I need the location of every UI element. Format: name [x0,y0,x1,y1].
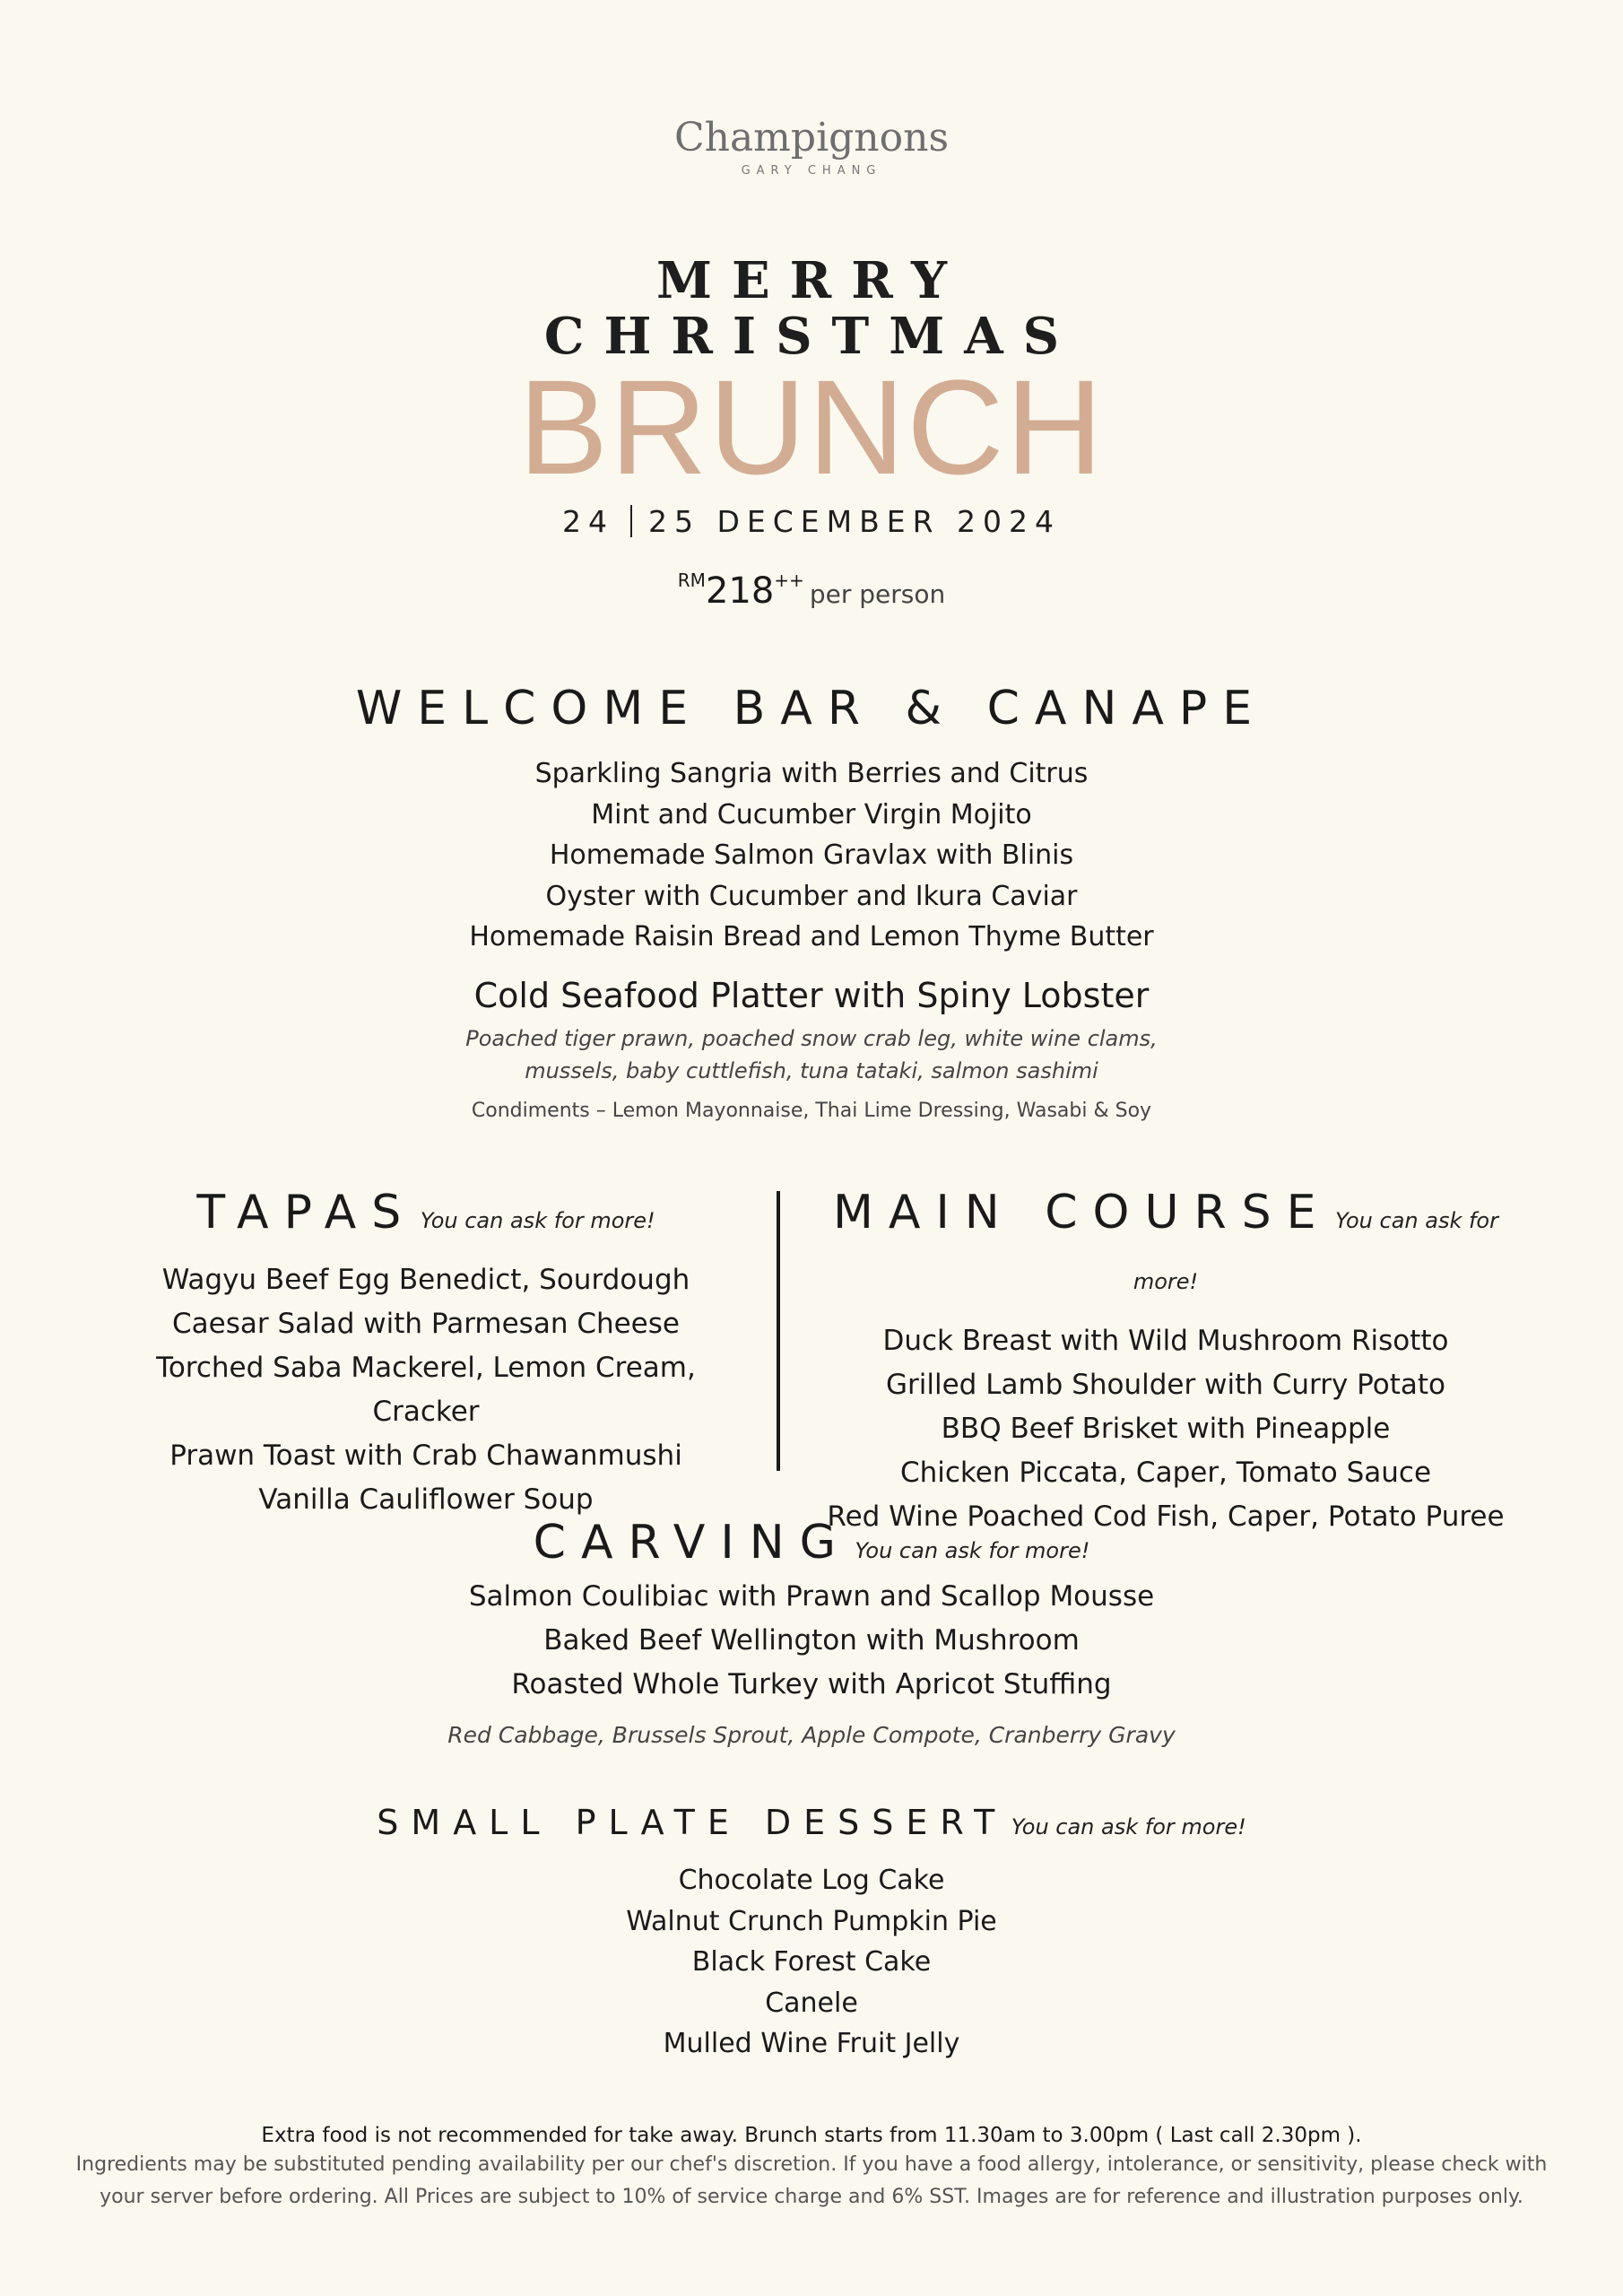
logo-subtitle: GARY CHANG [741,164,882,178]
welcome-list [0,753,1623,958]
footer-disclaimer-line: Ingredients may be substituted pending availability per our chef's discretion. If you have a food allergy, intolerance, or sensitivity, please check with [75,2153,1548,2176]
section-title: CARVING [533,1516,851,1570]
section-note: You can ask for more! [855,1538,1090,1563]
list-item: Salmon Coulibiac with Prawn and Scallop Mousse [468,1580,1155,1613]
section-title: SMALL PLATE DESSERT [377,1803,1008,1842]
section-title: MAIN COURSE [833,1186,1332,1239]
platter-description [0,1022,1623,1087]
headline-christmas: CHRISTMAS [543,307,1080,366]
date-day-two: 25 DECEMBER 2024 [648,504,1061,539]
main-course-list [807,1319,1524,1539]
list-item: Torched Saba Mackerel, Lemon Cream, Cracker [156,1352,696,1428]
list-item: BBQ Beef Brisket with Pineapple [941,1413,1391,1445]
section-head [807,1184,1524,1314]
logo-name: Champignons [673,115,950,161]
list-item: Canele [765,1987,858,2019]
price [0,570,1623,612]
list-item: Sparkling Sangria with Berries and Citrus [534,758,1089,789]
section-main-course [807,1184,1524,1539]
section-tapas [117,1184,735,1522]
list-item: Caesar Salad with Parmesan Cheese [172,1308,680,1340]
list-item: Roasted Whole Turkey with Apricot Stuffing [511,1668,1112,1700]
list-item: Chicken Piccata, Caper, Tomato Sauce [899,1457,1432,1489]
headline-merry: MERRY [655,251,967,310]
footer-disclaimer [0,2149,1623,2213]
price-amount: 218 [705,570,775,612]
seafood-platter: Cold Seafood Platter with Spiny Lobster [473,975,1150,1015]
list-item: Homemade Salmon Gravlax with Blinis [549,839,1074,871]
price-suffix: ++ [774,570,804,591]
list-item: Baked Beef Wellington with Mushroom [543,1624,1080,1657]
price-per: per person [809,579,946,609]
list-item: Red Wine Poached Cod Fish, Caper, Potato Puree [827,1500,1505,1533]
headline-brunch: BRUNCH [518,352,1105,502]
footer-takeaway-note: Extra food is not recommended for take away. Brunch starts from 11.30am to 3.00pm ( Last call 2.30pm ). [261,2124,1362,2147]
dessert-list [0,1860,1623,2065]
carving-list [0,1575,1623,1707]
list-item: Mulled Wine Fruit Jelly [663,2028,960,2059]
section-note: You can ask for more! [1133,1208,1498,1294]
section-head [0,1803,1623,1842]
section-welcome [0,682,1623,1122]
list-item: Wagyu Beef Egg Benedict, Sourdough [161,1264,690,1296]
list-item: Duck Breast with Wild Mushroom Risotto [882,1325,1449,1357]
headline-block [0,253,1623,612]
platter-desc-line: Poached tiger prawn, poached snow crab leg, white wine clams, [465,1025,1158,1051]
section-title: TAPAS [196,1186,417,1239]
list-item: Vanilla Cauliflower Soup [258,1483,594,1516]
section-note: You can ask for more! [420,1208,655,1233]
list-item: Oyster with Cucumber and Ikura Caviar [545,880,1078,912]
list-item: Homemade Raisin Bread and Lemon Thyme Butter [469,921,1154,952]
carving-sides: Red Cabbage, Brussels Sprout, Apple Compote, Cranberry Gravy [447,1722,1176,1748]
section-dessert [0,1803,1623,2065]
section-head [117,1184,735,1253]
section-carving [0,1516,1623,1752]
date-separator [630,505,632,537]
section-head [0,1516,1623,1570]
event-date [0,504,1623,539]
list-item: Mint and Cucumber Virgin Mojito [591,798,1032,831]
list-item: Black Forest Cake [691,1946,932,1978]
section-title: WELCOME BAR & CANAPE [355,682,1268,735]
footer-disclaimer-line: your server before ordering. All Prices are subject to 10% of service charge and 6% SST. Images are for reference and illustration purposes only. [100,2186,1523,2208]
platter-desc-line: mussels, baby cuttlefish, tuna tataki, salmon sashimi [525,1057,1098,1083]
list-item: Prawn Toast with Crab Chawanmushi [169,1439,682,1472]
restaurant-logo [0,115,1623,178]
condiments: Condiments – Lemon Mayonnaise, Thai Lime Dressing, Wasabi & Soy [471,1099,1152,1122]
list-item: Grilled Lamb Shoulder with Curry Potato [886,1369,1445,1401]
list-item: Chocolate Log Cake [678,1865,945,1896]
section-note: You can ask for more! [1011,1814,1246,1839]
tapas-list [117,1258,735,1522]
price-currency: RM [677,570,706,591]
date-day-one: 24 [562,504,614,539]
column-divider [777,1191,780,1471]
footer [0,2124,1623,2213]
list-item: Walnut Crunch Pumpkin Pie [626,1905,997,1937]
